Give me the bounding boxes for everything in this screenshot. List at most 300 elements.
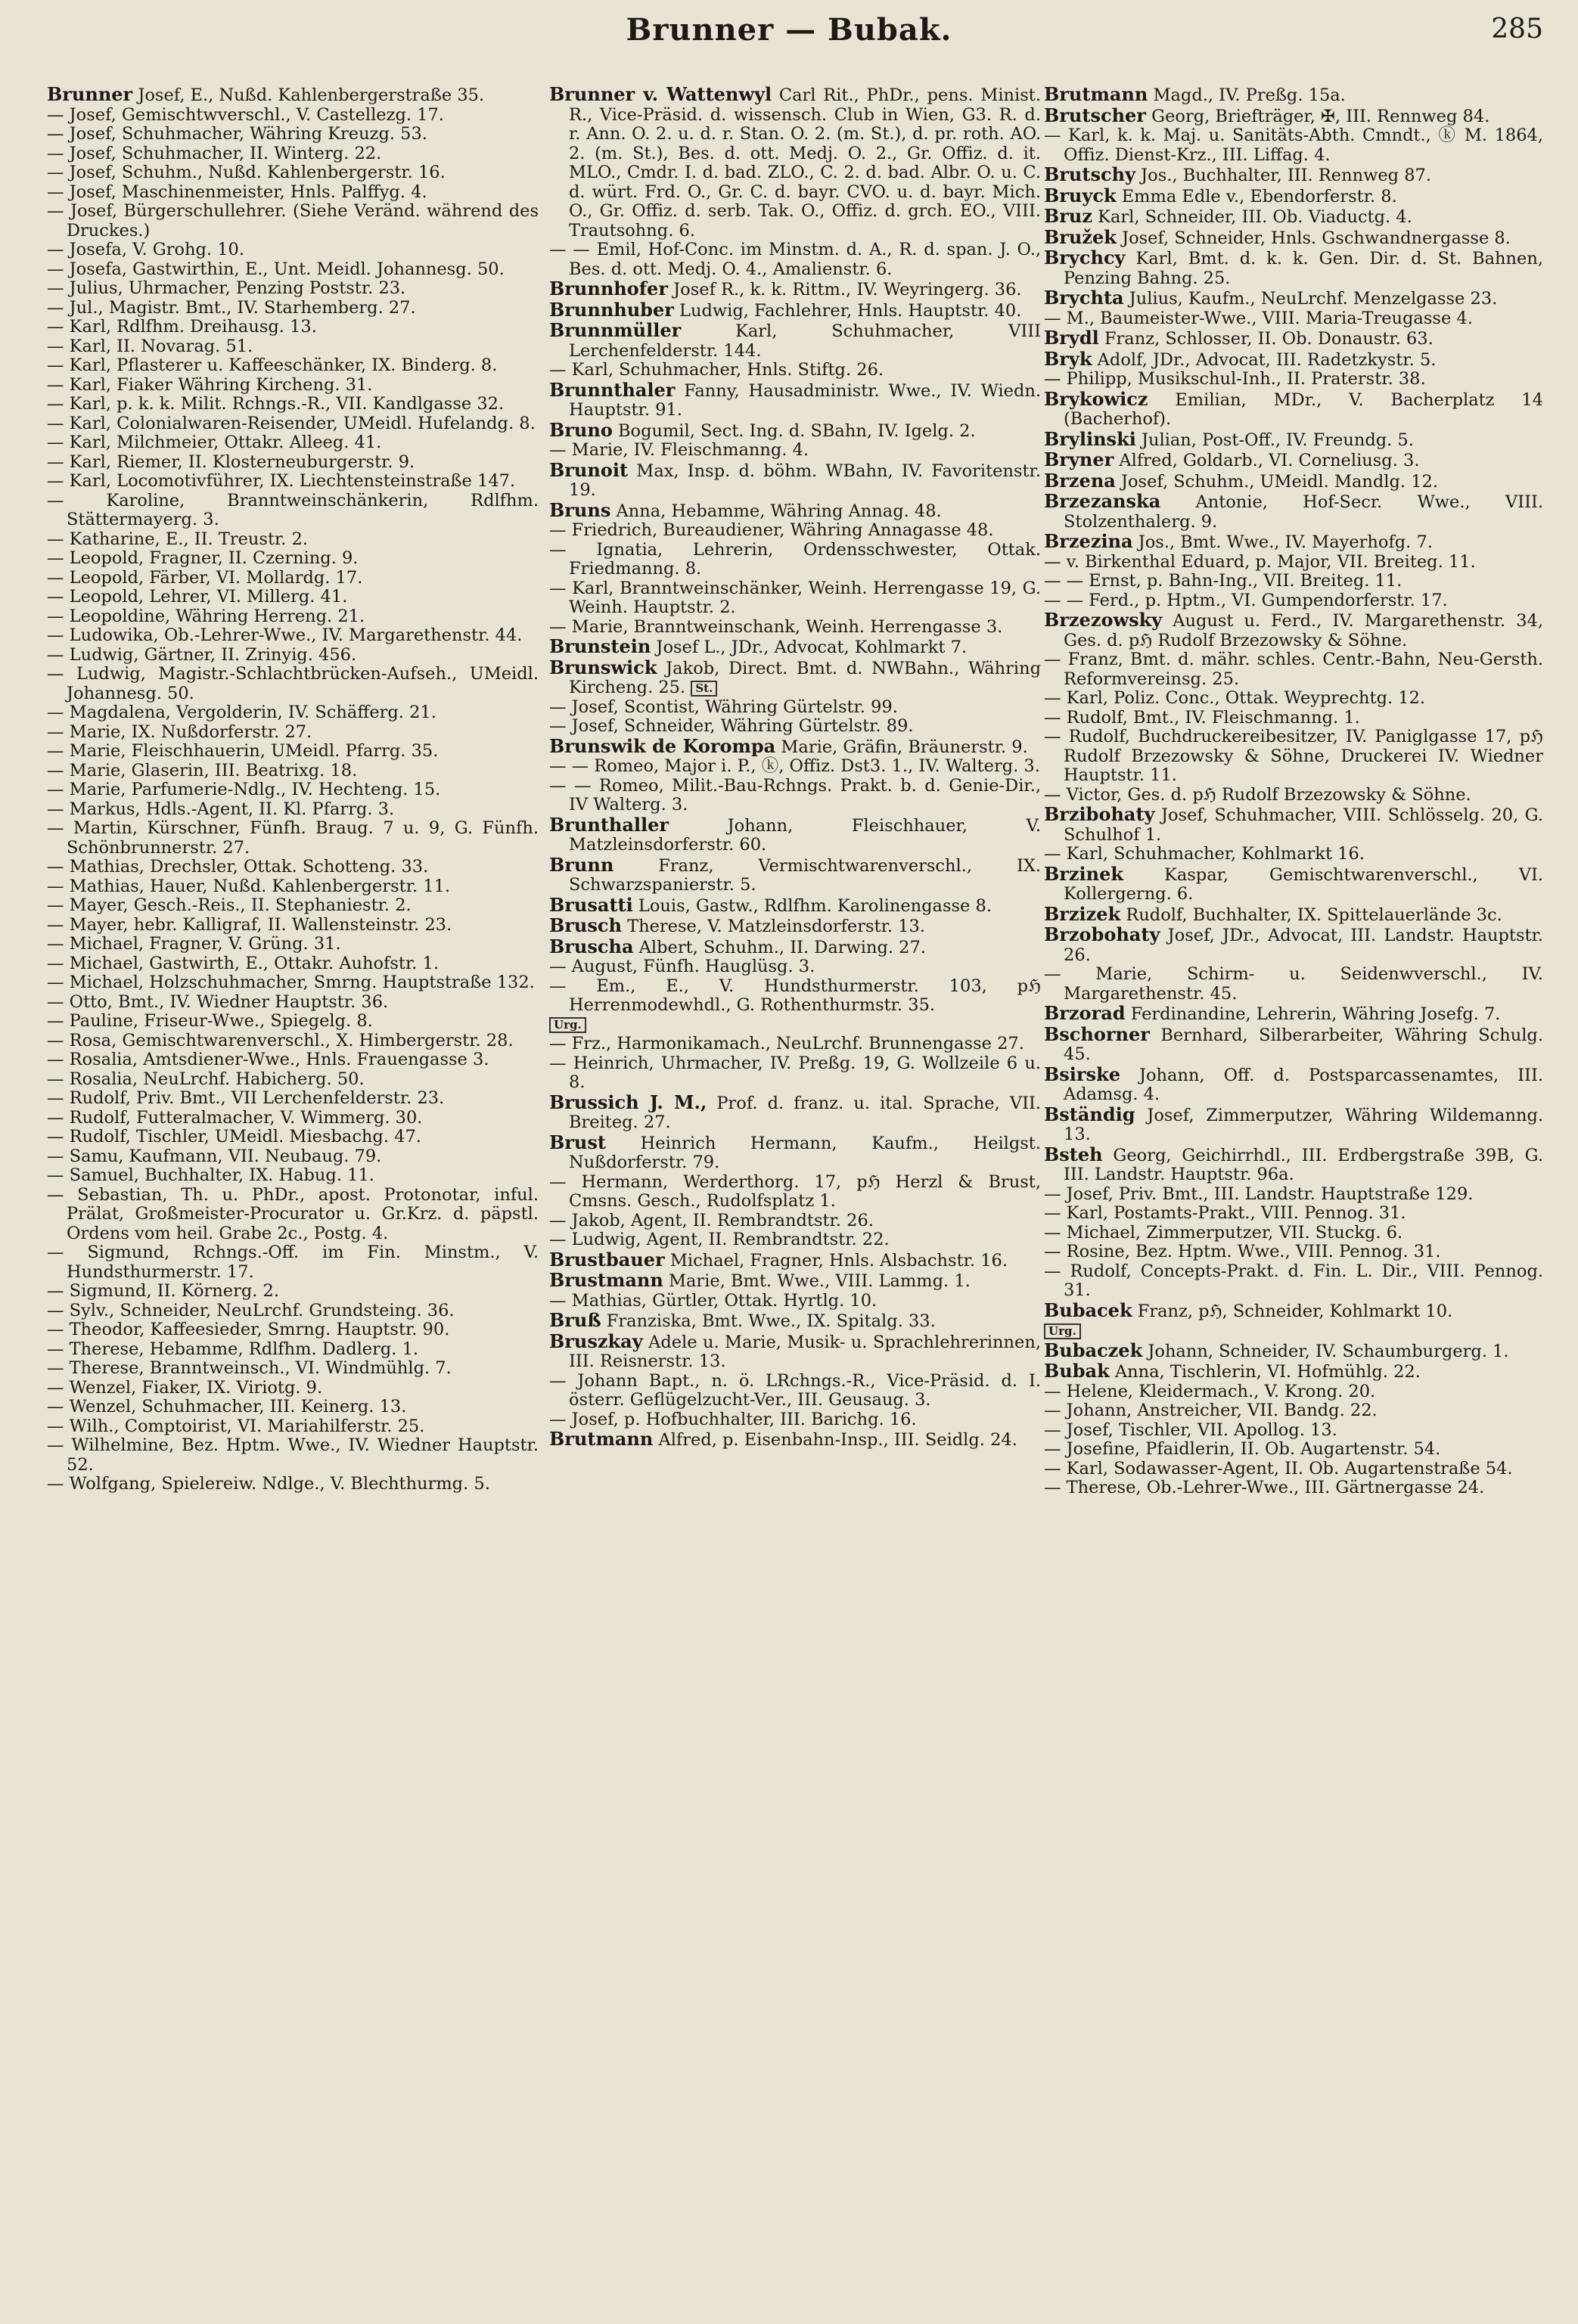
entry-details: Prof. d. franz. u. ital. Sprache, VII. Breiteg. 27. (569, 1093, 1042, 1132)
entry-surname: Bubacek (1044, 1299, 1132, 1321)
directory-entry (1044, 1341, 1543, 1362)
entry-surname: Bruyck (1044, 184, 1117, 206)
entry-details: — Rudolf, Buchdruckereibesitzer, IV. Paniglgasse 17, pℌ Rudolf Brzezowsky & Söhne, Druckerei IV. Wiedner Hauptstr. 11. (1044, 727, 1543, 785)
directory-entry (549, 1372, 1041, 1410)
directory-entry (47, 1089, 539, 1109)
entry-details: — Karl, Postamts-Prakt., VIII. Pennog. 31. (1044, 1203, 1406, 1223)
entry-details: — Leopold, Lehrer, VI. Millerg. 41. (47, 587, 348, 607)
directory-entry (549, 777, 1041, 815)
entry-surname: Brylinski (1044, 427, 1136, 450)
directory-entry (1044, 126, 1543, 165)
directory-entry (47, 569, 539, 588)
directory-entry (1044, 389, 1543, 430)
entry-details: Rudolf, Buchhalter, IX. Spittelauerlände 3c. (1126, 904, 1502, 925)
entry-details: Carl Rit., PhDr., pens. Minist. R., Vice-Präsid. d. wissensch. Club in Wien, G3. R. d. r. Ann. O. 2. u. d. r. Stan. O. 2. (m. St.), d. pr. roth. AO. 2. (m. St.), Bes. d. ott. Medj. O. 2., Gr. Offiz. d. it. MLO., Cmdr. I. d. bad. ZLO., C. 2. d. bad. Albr. O. u. C. d. würt. Frd. O., Gr. C. d. bayr. CVO. u. d. bayr. Mich. O., Gr. Offiz. d. serb. Tak. O., Offiz. d. grch. EO., VIII. Trautsohng. 6. (569, 85, 1041, 240)
entry-details: — Ludowika, Ob.-Lehrer-Wwe., IV. Margarethenstr. 44. (47, 625, 523, 645)
directory-entry (1044, 1401, 1543, 1421)
entry-details: Georg, Geichirrhdl., III. Erdbergstraße 39B, G. III. Landstr. Hauptstr. 96a. (1064, 1145, 1544, 1184)
directory-entry (1044, 370, 1543, 389)
entry-surname: Brusch (549, 914, 622, 936)
directory-entry (47, 800, 539, 820)
entry-surname: Bubaczek (1044, 1339, 1143, 1361)
entry-details: Franziska, Bmt. Wwe., IX. Spitalg. 33. (606, 1311, 936, 1331)
directory-entry (47, 144, 539, 164)
entry-surname: Brunnthaler (549, 378, 676, 401)
entry-details: Josef, Schuhm., UMeidl. Mandlg. 12. (1120, 471, 1438, 492)
entry-details: — Josef, Tischler, VII. Apollog. 13. (1044, 1420, 1337, 1440)
directory-entry (1044, 610, 1543, 650)
entry-surname: Brzezina (1044, 530, 1133, 552)
entry-details: — Rudolf, Futteralmacher, V. Wimmerg. 30. (47, 1107, 423, 1128)
entry-details: Alfred, p. Eisenbahn-Insp., III. Seidlg. 24. (658, 1430, 1017, 1450)
directory-entry (47, 1417, 539, 1437)
entry-details: Anna, Hebamme, Währing Annag. 48. (616, 501, 942, 521)
directory-entry (1044, 572, 1543, 591)
entry-details: Julian, Post-Off., IV. Freundg. 5. (1141, 430, 1414, 450)
directory-entry (47, 1475, 539, 1494)
entry-details: Josef R., k. k. Rittm., IV. Weyringerg. 36. (673, 280, 1022, 299)
entry-surname: Brust (549, 1131, 606, 1153)
directory-entry (549, 541, 1041, 579)
directory-entry (549, 637, 1041, 658)
directory-entry (1044, 349, 1543, 371)
entry-surname: Brzezowsky (1044, 609, 1163, 631)
directory-entry (549, 579, 1041, 618)
directory-entry (47, 858, 539, 877)
entry-details: — Josefa, Gastwirthin, E., Unt. Meidl. Johannesg. 50. (47, 259, 505, 279)
entry-details: — Josef, Gemischtwverschl., V. Castellezg. 17. (47, 104, 444, 125)
entry-surname: Bruß (549, 1309, 601, 1331)
directory-entry (1044, 965, 1543, 1004)
directory-entry (549, 1035, 1041, 1054)
entry-details: — M., Baumeister-Wwe., VIII. Maria-Treugasse 4. (1044, 308, 1473, 328)
directory-entry (549, 1133, 1041, 1173)
entry-details: — Mathias, Drechsler, Ottak. Schotteng. 33. (47, 857, 429, 877)
entry-details: — Johann, Anstreicher, VII. Bandg. 22. (1044, 1401, 1378, 1420)
entry-details: — Marie, IX. Nußdorferstr. 27. (47, 721, 312, 742)
directory-column-2 (549, 85, 1041, 1451)
entry-details: Georg, Briefträger, ✠, III. Rennweg 84. (1151, 106, 1490, 126)
directory-entry (47, 1243, 539, 1282)
entry-details: Bogumil, Sect. Ing. d. SBahn, IV. Igelg. 2. (618, 420, 976, 441)
entry-details: — Franz, Bmt. d. mähr. schles. Centr.-Bahn, Neu-Gersth. Reformvereinsg. 25. (1044, 650, 1543, 689)
entry-surname: Brzizek (1044, 902, 1121, 925)
entry-details: — Karl, Schuhmacher, Hnls. Stiftg. 26. (549, 360, 884, 380)
entry-surname: Brychta (1044, 287, 1124, 309)
entry-surname: Brzezanska (1044, 490, 1161, 512)
entry-details: — Heinrich, Uhrmacher, IV. Preßg. 19, G. Wollzeile 6 u. 8. (549, 1053, 1041, 1092)
entry-details: — Karoline, Branntweinschänkerin, Rdlfhm. Stättermayerg. 3. (47, 490, 539, 529)
entry-surname: Brustmann (549, 1269, 663, 1291)
directory-entry (549, 895, 1041, 917)
entry-surname: Brutmann (1044, 83, 1148, 105)
directory-entry (549, 1212, 1041, 1231)
entry-details: Franz, Vermischtwarenverschl., IX. Schwarzspanierstr. 5. (569, 855, 1041, 895)
entry-details: — Marie, IV. Fleischmanng. 4. (549, 440, 809, 460)
entry-surname: Brykowicz (1044, 387, 1148, 410)
entry-details: Josef L., JDr., Advocat, Kohlmarkt 7. (656, 638, 968, 657)
entry-surname: Brunnmüller (549, 319, 682, 341)
entry-surname: Bruno (549, 418, 613, 441)
entry-details: — — Emil, Hof-Conc. im Minstm. d. A., R. d. span. J. O., Bes. d. ott. Medj. O. 4., Amalienstr. 6. (549, 240, 1041, 279)
directory-entry (47, 819, 539, 858)
entry-details: — Rosine, Bez. Hptm. Wwe., VIII. Pennog. 31. (1044, 1242, 1441, 1261)
directory-entry (47, 935, 539, 954)
directory-entry (1044, 225, 1543, 249)
entry-details: — Mayer, hebr. Kalligraf, II. Wallensteinstr. 23. (47, 914, 452, 935)
entry-details: — Therese, Branntweinsch., VI. Windmühlg. 7. (47, 1358, 452, 1378)
directory-entry (47, 183, 539, 203)
directory-entry (1044, 1382, 1543, 1402)
entry-surname: Brzinek (1044, 862, 1124, 885)
entry-details: — Karl, k. k. Maj. u. Sanitäts-Abth. Cmndt., ⓚ M. 1864, Offiz. Dienst-Krz., III. Liffag. 4. (1044, 126, 1543, 165)
directory-entry (549, 1093, 1041, 1133)
entry-badge: Urg. (1044, 1323, 1081, 1339)
directory-entry (1044, 85, 1543, 106)
directory-entry (1044, 1421, 1543, 1441)
directory-entry (1044, 689, 1543, 709)
entry-details: — Theodor, Kaffeesieder, Smrng. Hauptstr. 90. (47, 1320, 450, 1339)
entry-details: — Helene, Kleidermach., V. Krong. 20. (1044, 1381, 1376, 1401)
entry-details: — — Romeo, Major i. P., ⓚ, Offiz. Dst3. 1., IV. Walterg. 3. (549, 756, 1040, 776)
directory-entry (47, 665, 539, 703)
entry-details: Karl, Bmt. d. k. k. Gen. Dir. d. St. Bahnen, Penzing Bahng. 25. (1064, 249, 1543, 288)
directory-entry (1044, 1440, 1543, 1460)
entry-details: Marie, Gräfin, Bräunerstr. 9. (781, 737, 1028, 757)
entry-details: Franz, pℌ, Schneider, Kohlmarkt 10. (1137, 1301, 1453, 1321)
entry-details: Karl, Schuhmacher, VIII Lerchenfelderstr. 144. (569, 321, 1041, 361)
entry-details: — Rosalia, Amtsdiener-Wwe., Hnls. Frauengasse 3. (47, 1050, 489, 1069)
entry-details: — — Ernst, p. Bahn-Ing., VII. Breiteg. 11. (1044, 571, 1402, 591)
entry-details: — Marie, Fleischhauerin, UMeidl. Pfarrg. 35. (47, 741, 439, 761)
directory-column-1 (47, 85, 539, 1494)
entry-details: — Frz., Harmonikamach., NeuLrchf. Brunnengasse 27. (549, 1034, 1024, 1053)
entry-details: — Mathias, Gürtler, Ottak. Hyrtlg. 10. (549, 1290, 878, 1311)
entry-details: — Josef, Bürgerschullehrer. (Siehe Veränd. während des Druckes.) (47, 201, 539, 240)
directory-entry (47, 125, 539, 144)
entry-surname: Brzibohaty (1044, 803, 1155, 825)
directory-entry (47, 318, 539, 337)
entry-details: Josef, E., Nußd. Kahlenbergerstraße 35. (138, 85, 485, 105)
directory-entry (47, 742, 539, 762)
entry-surname: Brychcy (1044, 247, 1126, 268)
directory-entry (1044, 864, 1543, 904)
directory-entry (47, 780, 539, 800)
entry-details: — Sebastian, Th. u. PhDr., apost. Protonotar, inful. Prälat, Großmeister-Procurator u. Gr.Krz. d. päpstl. Ordens vom heil. Grabe 2c., Postg. 4. (47, 1184, 539, 1243)
directory-entry (549, 85, 1041, 240)
entry-details: Jos., Bmt. Wwe., IV. Mayerhofg. 7. (1138, 532, 1433, 552)
directory-entry (549, 240, 1041, 279)
entry-details: — Rosalia, NeuLrchf. Habicherg. 50. (47, 1069, 365, 1089)
directory-entry (1044, 709, 1543, 728)
entry-details: Johann, Off. d. Postsparcassenamtes, III. Adamsg. 4. (1064, 1065, 1543, 1104)
entry-details: — Marie, Branntweinschank, Weinh. Herrengasse 3. (549, 616, 1003, 637)
entry-surname: Bschorner (1044, 1022, 1150, 1045)
entry-details: Johann, Schneider, IV. Schaumburgerg. 1. (1148, 1341, 1509, 1361)
directory-entry (549, 361, 1041, 380)
directory-entry (47, 1109, 539, 1128)
directory-entry (47, 414, 539, 434)
directory-entry (549, 757, 1041, 777)
entry-details: — Karl, Fiaker Währing Kircheng. 31. (47, 374, 373, 395)
entry-details: — Mayer, Gesch.-Reis., II. Stephaniestr. 2. (47, 895, 412, 915)
directory-entry (1044, 1243, 1543, 1262)
directory-entry (47, 916, 539, 935)
directory-entry (1044, 206, 1543, 228)
directory-entry (47, 356, 539, 376)
directory-entry (549, 1271, 1041, 1292)
directory-entry (1044, 450, 1543, 471)
entry-details: — Michael, Holzschuhmacher, Smrng. Hauptstraße 132. (47, 973, 535, 992)
directory-entry (47, 1186, 539, 1244)
directory-entry (47, 85, 539, 106)
entry-details: Therese, V. Matzleinsdorferstr. 13. (627, 917, 925, 936)
entry-surname: Bubak (1044, 1360, 1110, 1382)
entry-details: Louis, Gastw., Rdlfhm. Karolinengasse 8. (638, 895, 992, 916)
entry-details: Michael, Fragner, Hnls. Alsbachstr. 16. (669, 1250, 1008, 1271)
page-number: 285 (1491, 14, 1543, 45)
entry-surname: Bruszkay (549, 1330, 643, 1352)
directory-entry (47, 1282, 539, 1302)
directory-entry (47, 1147, 539, 1167)
entry-details: — Magdalena, Vergolderin, IV. Schäfferg. 21. (47, 703, 436, 722)
entry-badge-line (549, 1016, 1041, 1035)
directory-entry (549, 977, 1041, 1016)
directory-entry (47, 703, 539, 723)
entry-surname: Brunnhofer (549, 278, 668, 299)
entry-surname: Brusatti (549, 893, 633, 916)
page-header (0, 8, 1578, 54)
directory-entry (549, 916, 1041, 937)
entry-details: — Michael, Zimmerputzer, VII. Stuckg. 6. (1044, 1222, 1403, 1243)
entry-details: — Karl, Rdlfhm. Dreihausg. 13. (47, 317, 317, 337)
entry-details: Marie, Bmt. Wwe., VIII. Lammg. 1. (668, 1271, 971, 1291)
directory-entry (549, 698, 1041, 718)
directory-entry (1044, 165, 1543, 186)
entry-details: Ferdinandine, Lehrerin, Währing Josefg. 7. (1130, 1004, 1501, 1024)
entry-surname: Brzobohaty (1044, 923, 1160, 945)
page-title: Brunner — Bubak. (626, 12, 952, 48)
entry-surname: Brutmann (549, 1428, 654, 1450)
entry-details: Bernhard, Silberarbeiter, Währing Schulg. 45. (1064, 1025, 1543, 1064)
directory-entry (549, 321, 1041, 361)
entry-surname: Brunstein (549, 635, 651, 657)
directory-entry (47, 1012, 539, 1032)
entry-details: Fanny, Hausadministr. Wwe., IV. Wiedn. Hauptstr. 91. (569, 380, 1041, 420)
entry-surname: Brunthaller (549, 813, 669, 836)
entry-details: Emma Edle v., Ebendorferstr. 8. (1121, 186, 1397, 206)
directory-entry (47, 376, 539, 396)
entry-details: — Therese, Hebamme, Rdlfhm. Dadlerg. 1. (47, 1339, 419, 1359)
directory-entry (549, 618, 1041, 638)
entry-details: — Josef, Maschinenmeister, Hnls. Palffyg. 4. (47, 182, 427, 202)
directory-entry (1044, 1224, 1543, 1243)
entry-details: — Therese, Ob.-Lehrer-Wwe., III. Gärtnergasse 24. (1044, 1478, 1485, 1497)
entry-details: — Wilh., Comptoirist, VI. Mariahilferstr. 25. (47, 1416, 425, 1436)
directory-column-3 (1044, 85, 1543, 1498)
entry-details: — Josefa, V. Grohg. 10. (47, 240, 245, 259)
entry-details: — Michael, Gastwirth, E., Ottakr. Auhofstr. 1. (47, 953, 440, 973)
directory-entry (1044, 328, 1543, 349)
directory-entry (549, 815, 1041, 855)
directory-entry (549, 458, 1041, 501)
directory-entry (1044, 1105, 1543, 1145)
entry-details: — August, Fünfh. Hauglüsg. 3. (549, 957, 815, 976)
directory-entry (549, 1250, 1041, 1271)
entry-badge-line (1044, 1321, 1543, 1341)
directory-entry (47, 433, 539, 453)
directory-entry (47, 163, 539, 183)
directory-entry (1044, 1478, 1543, 1498)
entry-surname: Brzorad (1044, 1002, 1126, 1024)
directory-entry (549, 855, 1041, 895)
entry-details: — Pauline, Friseur-Wwe., Spiegelg. 8. (47, 1011, 373, 1031)
entry-details: — Ludwig, Gärtner, II. Zrinyig. 456. (47, 644, 357, 665)
directory-entry (1044, 248, 1543, 288)
entry-surname: Brutscher (1044, 104, 1146, 126)
directory-entry (47, 492, 539, 530)
entry-details: Kaspar, Gemischtwarenverschl., VI. Kollergerng. 6. (1064, 864, 1543, 904)
directory-entry (47, 1320, 539, 1340)
entry-details: — Karl, Milchmeier, Ottakr. Alleeg. 41. (47, 433, 382, 452)
directory-entry (47, 453, 539, 473)
directory-entry (1044, 845, 1543, 864)
directory-entry (549, 420, 1041, 442)
directory-entry (549, 1230, 1041, 1250)
directory-entry (47, 530, 539, 550)
entry-details: Josef, Schuhmacher, VIII. Schlösselg. 20, G. Schulhof 1. (1064, 805, 1544, 845)
entry-surname: Brzena (1044, 469, 1116, 492)
directory-entry (549, 300, 1041, 321)
directory-entry (47, 607, 539, 627)
entry-details: — Wolfgang, Spielereiw. Ndlge., V. Blechthurmg. 5. (47, 1474, 490, 1494)
entry-details: — Wenzel, Schuhmacher, III. Keinerg. 13. (47, 1397, 407, 1416)
entry-details: — Marie, Schirm- u. Seidenwverschl., IV. Margarethenstr. 45. (1044, 964, 1543, 1004)
directory-entry (47, 1398, 539, 1417)
entry-surname: Bruscha (549, 935, 634, 957)
entry-surname: Brunner (47, 83, 133, 105)
entry-details: — Victor, Ges. d. pℌ Rudolf Brzezowsky & Söhne. (1044, 784, 1471, 805)
directory-entry (47, 472, 539, 492)
directory-entry (1044, 186, 1543, 207)
directory-entry (47, 240, 539, 260)
entry-surname: Brunswik de Korompa (549, 734, 776, 757)
directory-entry (47, 1359, 539, 1379)
entry-details: — Josef, Schuhmacher, II. Winterg. 22. (47, 143, 382, 163)
directory-entry (549, 1410, 1041, 1430)
entry-details: August u. Ferd., IV. Margarethenstr. 34, Ges. d. pℌ Rudolf Brzezowsky & Söhne. (1064, 611, 1543, 650)
entry-details: — Josef, Schuhm., Nußd. Kahlenbergerstr. 16. (47, 163, 446, 182)
entry-details: — Mathias, Hauer, Nußd. Kahlenbergerstr. 11. (47, 876, 451, 896)
entry-surname: Bryner (1044, 448, 1114, 470)
entry-details: Jakob, Direct. Bmt. d. NWBahn., Währing Kircheng. 25. (569, 658, 1041, 697)
directory-entry (1044, 925, 1543, 965)
entry-details: Alfred, Goldarb., VI. Corneliusg. 3. (1119, 451, 1420, 470)
directory-entry (47, 896, 539, 916)
entry-details: — Julius, Uhrmacher, Penzing Poststr. 23. (47, 278, 406, 298)
entry-surname: Brunswick (549, 656, 657, 678)
directory-entry (549, 1429, 1041, 1451)
directory-entry (47, 1070, 539, 1090)
directory-entry (549, 1311, 1041, 1332)
entry-details: — Karl, p. k. k. Milit. Rchngs.-R., VII. Kandlgasse 32. (47, 394, 505, 414)
entry-details: Emilian, MDr., V. Bacherplatz 14 (Bacherhof). (1064, 389, 1543, 429)
directory-entry (47, 202, 539, 240)
entry-details: — Josef, p. Hofbuchhalter, III. Barichg. 16. (549, 1409, 917, 1429)
entry-details: — Marie, Parfumerie-Ndlg., IV. Hechteng. 15. (47, 780, 441, 799)
directory-entry (549, 441, 1041, 461)
entry-surname: Bruz (1044, 205, 1093, 227)
entry-details: — Otto, Bmt., IV. Wiedner Hauptstr. 36. (47, 991, 389, 1012)
directory-entry (47, 106, 539, 126)
directory-entry (1044, 553, 1543, 572)
entry-badge: Urg. (549, 1017, 586, 1033)
entry-details: Adolf, JDr., Advocat, III. Radetzkystr. 5. (1097, 349, 1437, 370)
entry-details: — — Ferd., p. Hptm., VI. Gumpendorferstr. 17. (1044, 590, 1448, 610)
entry-details: — Jul., Magistr. Bmt., IV. Starhemberg. 27. (47, 297, 416, 318)
directory-entry (1044, 532, 1543, 553)
directory-entry (1044, 492, 1543, 532)
directory-entry (549, 1173, 1041, 1212)
entry-details: Anna, Tischlerin, VI. Hofmühlg. 22. (1114, 1362, 1421, 1382)
entry-details: Julius, Kaufm., NeuLrchf. Menzelgasse 23. (1129, 289, 1498, 309)
entry-details: Karl, Schneider, III. Ob. Viaductg. 4. (1098, 207, 1412, 227)
directory-entry (1044, 471, 1543, 492)
directory-entry (1044, 427, 1543, 451)
entry-details: Johann, Fleischhauer, V. Matzleinsdorferstr. 60. (569, 815, 1042, 855)
entry-details: — Karl, II. Novarag. 51. (47, 336, 253, 356)
directory-entry (1044, 904, 1543, 926)
entry-surname: Brutschy (1044, 163, 1135, 185)
entry-details: — Karl, Riemer, II. Klosterneuburgerstr. 9. (47, 451, 415, 472)
directory-entry (1044, 591, 1543, 611)
directory-entry (1044, 1185, 1543, 1205)
entry-details: — Josef, Priv. Bmt., III. Landstr. Hauptstraße 129. (1044, 1184, 1474, 1204)
entry-details: — Josefine, Pfaidlerin, II. Ob. Augartenstr. 54. (1044, 1439, 1441, 1459)
entry-surname: Bsteh (1044, 1143, 1103, 1165)
entry-details: — Sigmund, II. Körnerg. 2. (47, 1281, 280, 1301)
entry-surname: Brunnhuber (549, 298, 674, 321)
entry-details: — Ludwig, Agent, II. Rembrandtstr. 22. (549, 1230, 890, 1249)
directory-entry (549, 658, 1041, 698)
entry-details: — Katharine, E., II. Treustr. 2. (47, 529, 309, 549)
entry-details: Antonie, Hof-Secr. Wwe., VIII. Stolzenthalerg. 9. (1064, 492, 1543, 532)
entry-details: — Karl, Locomotivführer, IX. Liechtensteinstraße 147. (47, 471, 516, 491)
entry-details: — Wenzel, Fiaker, IX. Viriotg. 9. (47, 1377, 323, 1398)
directory-entry (1044, 106, 1543, 127)
entry-details: Max, Insp. d. böhm. WBahn, IV. Favoritenstr. 19. (569, 461, 1041, 500)
directory-entry (47, 1050, 539, 1070)
entry-surname: Bsirske (1044, 1063, 1120, 1085)
directory-entry (549, 1054, 1041, 1093)
entry-details: — Hermann, Werderthorg. 17, pℌ Herzl & Brust, Cmsns. Gesch., Rudolfsplatz 1. (549, 1171, 1041, 1211)
directory-entry (549, 521, 1041, 541)
entry-details: — Michael, Fragner, V. Grüng. 31. (47, 934, 341, 954)
entry-details: — — Romeo, Milit.-Bau-Rchngs. Prakt. b. d. Genie-Dir., IV Walterg. 3. (549, 775, 1041, 814)
entry-surname: Brunner v. Wattenwyl (549, 83, 772, 105)
entry-details: — Karl, Poliz. Conc., Ottak. Weyprechtg. 12. (1044, 688, 1426, 708)
entry-details: — Leopoldine, Währing Herreng. 21. (47, 606, 365, 626)
directory-entry (47, 279, 539, 299)
entry-details: — Leopold, Fragner, II. Czerning. 9. (47, 548, 359, 568)
directory-entry (47, 954, 539, 974)
entry-details: Magd., IV. Preßg. 15a. (1153, 85, 1346, 105)
directory-entry (1044, 1262, 1543, 1301)
directory-entry (1044, 1460, 1543, 1479)
entry-details: — Samu, Kaufmann, VII. Neubaug. 79. (47, 1146, 382, 1166)
directory-entry (1044, 1361, 1543, 1382)
directory-entry (1044, 728, 1543, 786)
